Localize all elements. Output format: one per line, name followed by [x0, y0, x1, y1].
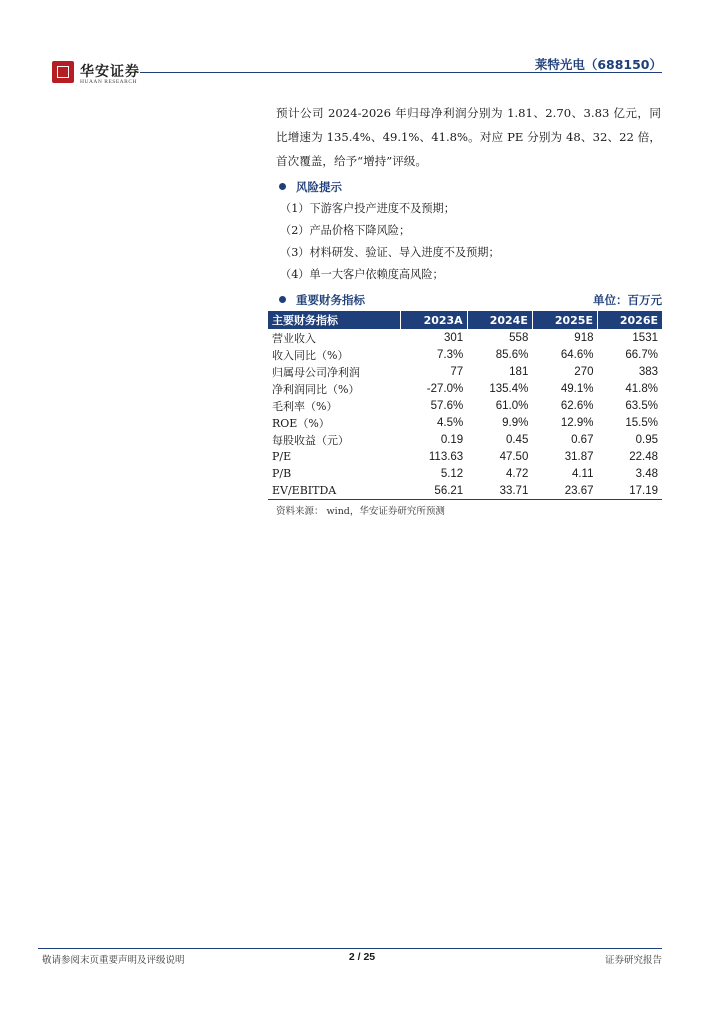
- value-cell: 47.50: [499, 450, 529, 463]
- value-cell: 301: [444, 331, 464, 344]
- value-cell: 4.5%: [436, 416, 464, 429]
- value-cell: 0.45: [505, 433, 529, 446]
- value-cell: 113.63: [428, 450, 464, 463]
- value-cell: 77: [450, 365, 464, 378]
- value-cell: 31.87: [564, 450, 594, 463]
- value-cell: 62.6%: [560, 399, 594, 412]
- unit-label: 单位：百万元: [593, 293, 662, 307]
- value-cell: 181: [509, 365, 529, 378]
- value-cell: 17.19: [597, 482, 662, 500]
- risk-item: （2）产品价格下降风险；: [280, 224, 411, 237]
- bullet-icon: [279, 296, 286, 303]
- table-row: [268, 465, 662, 482]
- value-cell: 41.8%: [625, 382, 658, 395]
- row-label-cell: P/B: [272, 467, 292, 480]
- table-row: [268, 329, 662, 346]
- column-header: 主要财务指标: [268, 311, 401, 329]
- table-row: [268, 380, 662, 397]
- value-cell: 558: [509, 331, 529, 344]
- value-cell: 7.3%: [436, 348, 464, 361]
- column-header: 2023A: [401, 311, 468, 329]
- value-cell: 85.6%: [495, 348, 529, 361]
- table-body: [268, 329, 662, 500]
- column-header: 2025E: [532, 311, 597, 329]
- footer-divider: [38, 948, 662, 949]
- value-cell: 33.71: [467, 482, 532, 500]
- value-cell: 15.5%: [625, 416, 658, 429]
- row-label-cell: EV/EBITDA: [268, 482, 401, 500]
- logo-english-name: HUAAN RESEARCH: [80, 79, 137, 85]
- page-number: 2 / 25: [348, 951, 376, 963]
- row-label-cell: 净利润同比（%）: [272, 382, 360, 396]
- value-cell: -27.0%: [426, 382, 464, 395]
- risk-heading-label: 风险提示: [296, 180, 342, 194]
- value-cell: 9.9%: [502, 416, 529, 429]
- row-label-cell: ROE（%）: [272, 416, 330, 430]
- value-cell: 383: [638, 365, 658, 378]
- value-cell: 0.67: [571, 433, 594, 446]
- value-cell: 4.11: [571, 467, 594, 480]
- value-cell: 270: [574, 365, 594, 378]
- huaan-logo-icon: [52, 61, 74, 83]
- table-row: [268, 448, 662, 465]
- risk-item: （4）单一大客户依赖度高风险；: [280, 268, 444, 281]
- value-cell: 918: [574, 331, 594, 344]
- bullet-icon: [279, 183, 286, 190]
- financials-heading: [279, 292, 365, 308]
- value-cell: 3.48: [635, 467, 658, 480]
- row-label-cell: 收入同比（%）: [272, 348, 349, 362]
- row-label-cell: 毛利率（%）: [272, 399, 338, 413]
- table-row: [268, 482, 662, 500]
- financials-table: [268, 311, 662, 500]
- value-cell: 5.12: [440, 467, 464, 480]
- row-label-cell: 每股收益（元）: [272, 433, 349, 447]
- row-label-cell: 归属母公司净利润: [272, 365, 360, 379]
- table-row: [268, 363, 662, 380]
- table-row: [268, 346, 662, 363]
- value-cell: 56.21: [401, 482, 468, 500]
- summary-paragraph: 预计公司 2024-2026 年归母净利润分别为 1.81、2.70、3.83 亿元，同比增速为 135.4%、49.1%、41.8%。对应 PE 分别为 48、32、22 倍，首次覆盖，给予“增持”评级。: [276, 106, 661, 168]
- column-header: 2026E: [597, 311, 662, 329]
- logo-name: 华安证券: [80, 64, 140, 80]
- value-cell: 1531: [632, 331, 658, 344]
- row-label-cell: P/E: [272, 450, 292, 463]
- value-cell: 49.1%: [560, 382, 594, 395]
- risk-list: [280, 198, 500, 286]
- table-row: [268, 431, 662, 448]
- report-header-title: 莱特光电（688150）: [534, 57, 662, 72]
- value-cell: 22.48: [629, 450, 658, 463]
- risk-item: （3）材料研发、验证、导入进度不及预期；: [280, 246, 500, 259]
- value-cell: 0.95: [635, 433, 658, 446]
- risk-item: （1）下游客户投产进度不及预期；: [280, 202, 455, 215]
- value-cell: 66.7%: [625, 348, 658, 361]
- value-cell: 57.6%: [430, 399, 464, 412]
- table-header-row: [268, 311, 662, 329]
- header-divider: [140, 72, 662, 73]
- row-label-cell: 营业收入: [272, 331, 316, 345]
- financials-heading-label: 重要财务指标: [296, 293, 365, 307]
- source-note: 资料来源： wind，华安证券研究所预测: [276, 506, 445, 517]
- footer-report-type: 证券研究报告: [604, 955, 662, 966]
- value-cell: 63.5%: [625, 399, 658, 412]
- value-cell: 61.0%: [495, 399, 529, 412]
- column-header: 2024E: [467, 311, 532, 329]
- value-cell: 23.67: [532, 482, 597, 500]
- table-row: [268, 397, 662, 414]
- value-cell: 135.4%: [489, 382, 529, 395]
- table-row: [268, 414, 662, 431]
- value-cell: 4.72: [505, 467, 529, 480]
- risk-heading: [279, 179, 342, 195]
- value-cell: 64.6%: [560, 348, 594, 361]
- value-cell: 12.9%: [560, 416, 594, 429]
- value-cell: 0.19: [440, 433, 464, 446]
- footer-disclaimer: 敬请参阅末页重要声明及评级说明: [42, 955, 185, 966]
